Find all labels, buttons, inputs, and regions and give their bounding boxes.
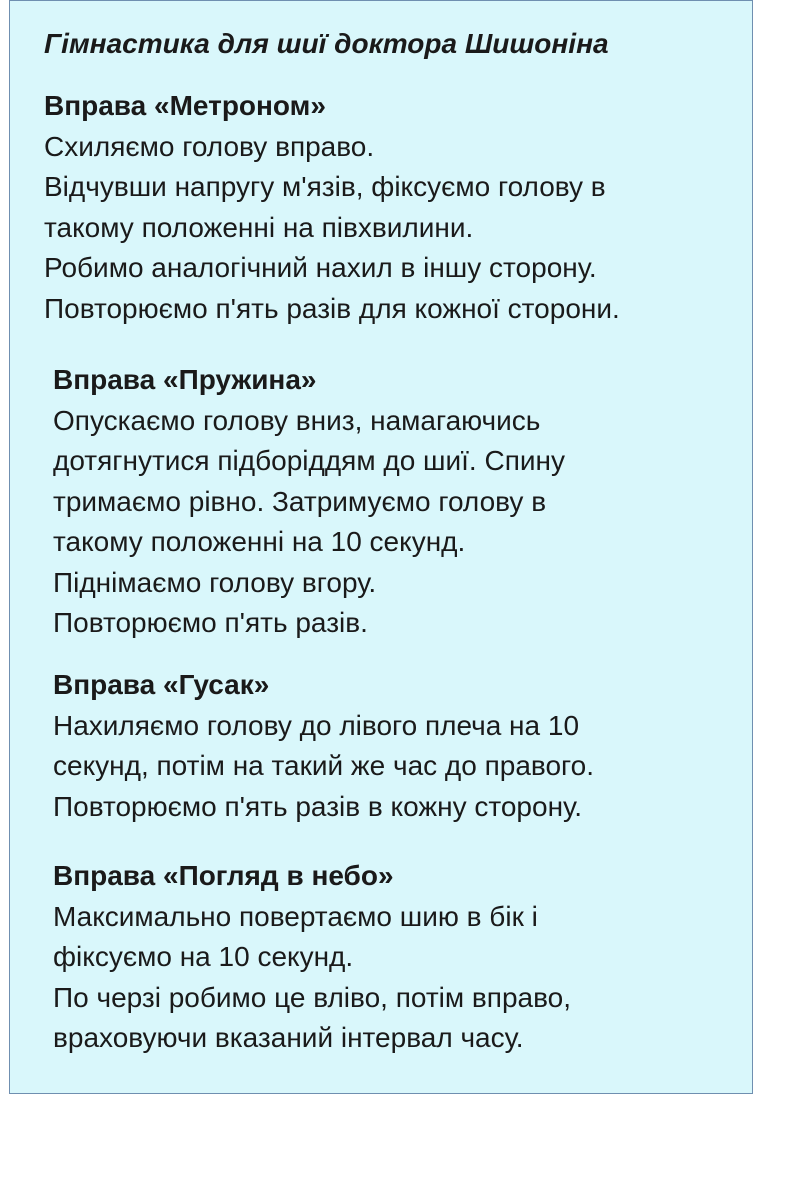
exercise-line: тримаємо рівно. Затримуємо голову в (53, 485, 547, 517)
exercise-spring (53, 360, 565, 644)
exercise-heading: Вправа «Гусак» (53, 669, 270, 700)
exercise-line: секунд, потім на такий же час до правого. (53, 750, 594, 781)
exercise-line: Повторюємо п'ять разів для кожної сторони. (44, 292, 620, 324)
exercise-heading: Вправа «Пружина» (53, 364, 317, 395)
exercise-look-at-sky (53, 856, 571, 1059)
exercise-goose (53, 665, 594, 827)
exercise-line: Максимально повертаємо шию в бік і (53, 900, 538, 932)
exercise-line: такому положенні на 10 секунд. (53, 526, 466, 557)
exercise-line: Схиляємо голову вправо. (44, 130, 375, 162)
exercise-metronome (44, 86, 620, 329)
exercise-line: дотягнутися підборіддям до шиї. Спину (53, 445, 565, 476)
exercise-heading: Вправа «Погляд в небо» (53, 860, 394, 891)
exercise-line: Відчувши напругу м'язів, фіксуємо голову в (44, 171, 606, 202)
exercise-line: враховуючи вказаний інтервал часу. (53, 1022, 524, 1053)
exercise-line: Повторюємо п'ять разів в кожну сторону. (53, 790, 583, 822)
exercise-heading: Вправа «Метроном» (44, 90, 326, 121)
exercise-line: Опускаємо голову вниз, намагаючись (53, 404, 541, 436)
exercise-line: Піднімаємо голову вгору. (53, 566, 377, 598)
exercise-panel (9, 0, 753, 1094)
document-title: Гімнастика для шиї доктора Шишоніна (44, 28, 609, 59)
exercise-line: По черзі робимо це вліво, потім вправо, (53, 981, 571, 1013)
exercise-line: Робимо аналогічний нахил в іншу сторону. (44, 252, 597, 283)
exercise-line: Повторюємо п'ять разів. (53, 607, 368, 638)
exercise-line: Нахиляємо голову до лівого плеча на 10 (53, 709, 580, 741)
exercise-line: фіксуємо на 10 секунд. (53, 941, 354, 972)
exercise-line: такому положенні на півхвилини. (44, 211, 474, 243)
